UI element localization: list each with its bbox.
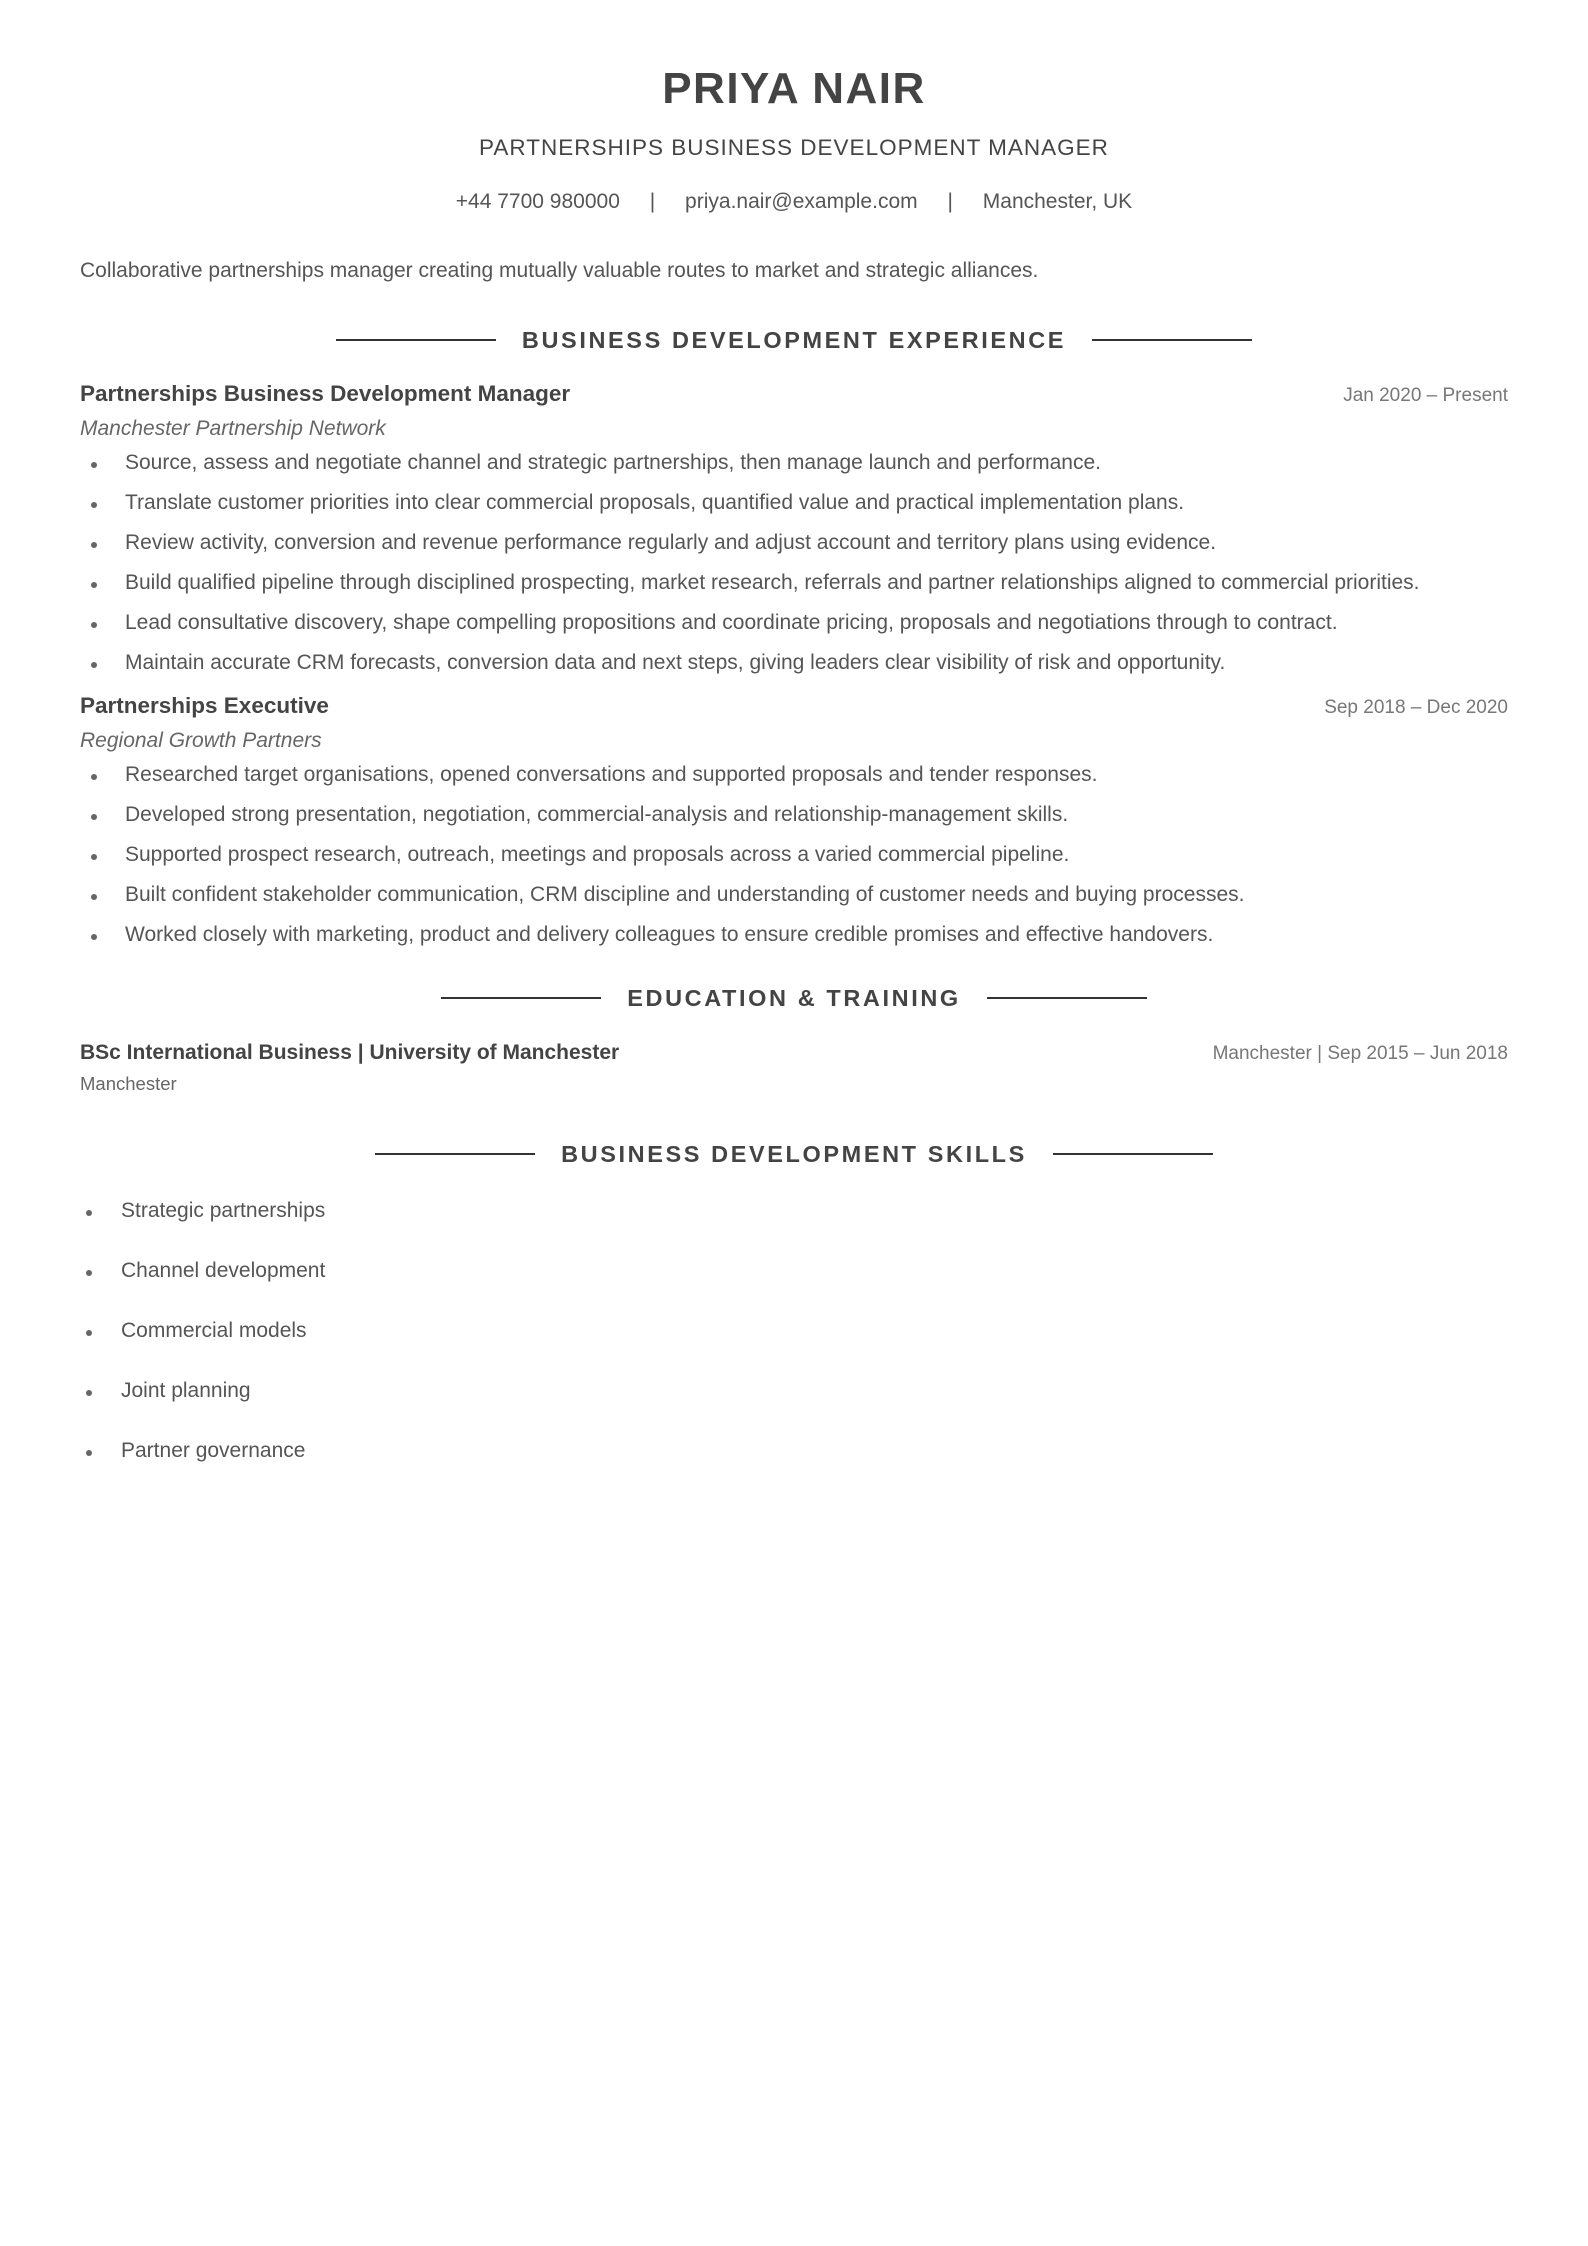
contact-phone: +44 7700 980000 (455, 190, 620, 213)
job-bullet: Review activity, conversion and revenue performance regularly and adjust account and territory plans using evidence. (80, 529, 1508, 557)
job-bullets (80, 761, 1508, 949)
education-meta: Manchester | Sep 2015 – Jun 2018 (1212, 1043, 1508, 1064)
job-bullet: Supported prospect research, outreach, meetings and proposals across a varied commercial pipeline. (80, 841, 1508, 869)
education-entry (80, 1039, 1508, 1097)
job-dates: Sep 2018 – Dec 2020 (1324, 697, 1508, 718)
skill-item: Channel development (80, 1257, 1508, 1285)
job-title: Partnerships Business Development Manager (80, 381, 571, 406)
education-degree: BSc International Business | University of Manchester (80, 1041, 620, 1064)
section-title: EDUCATION & TRAINING (627, 984, 961, 1011)
profile-summary: Collaborative partnerships manager creating mutually valuable routes to market and strategic alliances. (80, 259, 1039, 282)
skill-item: Partner governance (80, 1437, 1508, 1465)
job-bullet: Source, assess and negotiate channel and strategic partnerships, then manage launch and performance. (80, 449, 1508, 477)
job-title: Partnerships Executive (80, 693, 329, 718)
skills-section-heading (80, 1139, 1508, 1169)
education-location: Manchester (80, 1073, 177, 1094)
job-company: Regional Growth Partners (80, 729, 322, 752)
job-header (80, 379, 1508, 409)
skill-item: Commercial models (80, 1317, 1508, 1345)
job-bullet: Developed strong presentation, negotiation, commercial-analysis and relationship-management skills. (80, 801, 1508, 829)
candidate-headline: PARTNERSHIPS BUSINESS DEVELOPMENT MANAGER (479, 135, 1109, 160)
job-bullet: Translate customer priorities into clear commercial proposals, quantified value and practical implementation plans. (80, 489, 1508, 517)
experience-section-heading (80, 325, 1508, 355)
contact-separator: | (649, 190, 656, 213)
job-dates: Jan 2020 – Present (1343, 385, 1508, 406)
contact-email: priya.nair@example.com (685, 190, 918, 213)
skill-item: Strategic partnerships (80, 1197, 1508, 1225)
job-header (80, 691, 1508, 721)
contact-location: Manchester, UK (982, 190, 1133, 213)
job-bullet: Lead consultative discovery, shape compelling propositions and coordinate pricing, proposals and negotiations through to contract. (80, 609, 1508, 637)
job-entry (80, 691, 1508, 949)
section-title: BUSINESS DEVELOPMENT EXPERIENCE (521, 326, 1067, 353)
heading-rule-right (1092, 339, 1252, 341)
job-bullet: Built confident stakeholder communication, CRM discipline and understanding of customer needs and buying processes. (80, 881, 1508, 909)
contact-line (80, 188, 1508, 216)
heading-rule-left (375, 1153, 535, 1155)
job-entry (80, 379, 1508, 677)
contact-separator: | (947, 190, 953, 213)
heading-rule-right (987, 997, 1147, 999)
job-bullet: Worked closely with marketing, product and delivery colleagues to ensure credible promises and effective handovers. (80, 921, 1508, 949)
skills-list (80, 1197, 1508, 1465)
education-section-heading (80, 983, 1508, 1013)
education-header (80, 1039, 1508, 1067)
job-bullet: Maintain accurate CRM forecasts, conversion data and next steps, giving leaders clear visibility of risk and opportunity. (80, 649, 1508, 677)
candidate-name: PRIYA NAIR (662, 64, 926, 113)
job-bullet: Build qualified pipeline through disciplined prospecting, market research, referrals and partner relationships aligned to commercial priorities. (80, 569, 1508, 597)
job-company: Manchester Partnership Network (80, 417, 386, 440)
heading-rule-left (441, 997, 601, 999)
job-bullet: Researched target organisations, opened conversations and supported proposals and tender responses. (80, 761, 1508, 789)
heading-rule-right (1053, 1153, 1213, 1155)
section-title: BUSINESS DEVELOPMENT SKILLS (561, 1140, 1027, 1167)
skill-item: Joint planning (80, 1377, 1508, 1405)
job-bullets (80, 449, 1508, 677)
heading-rule-left (336, 339, 496, 341)
